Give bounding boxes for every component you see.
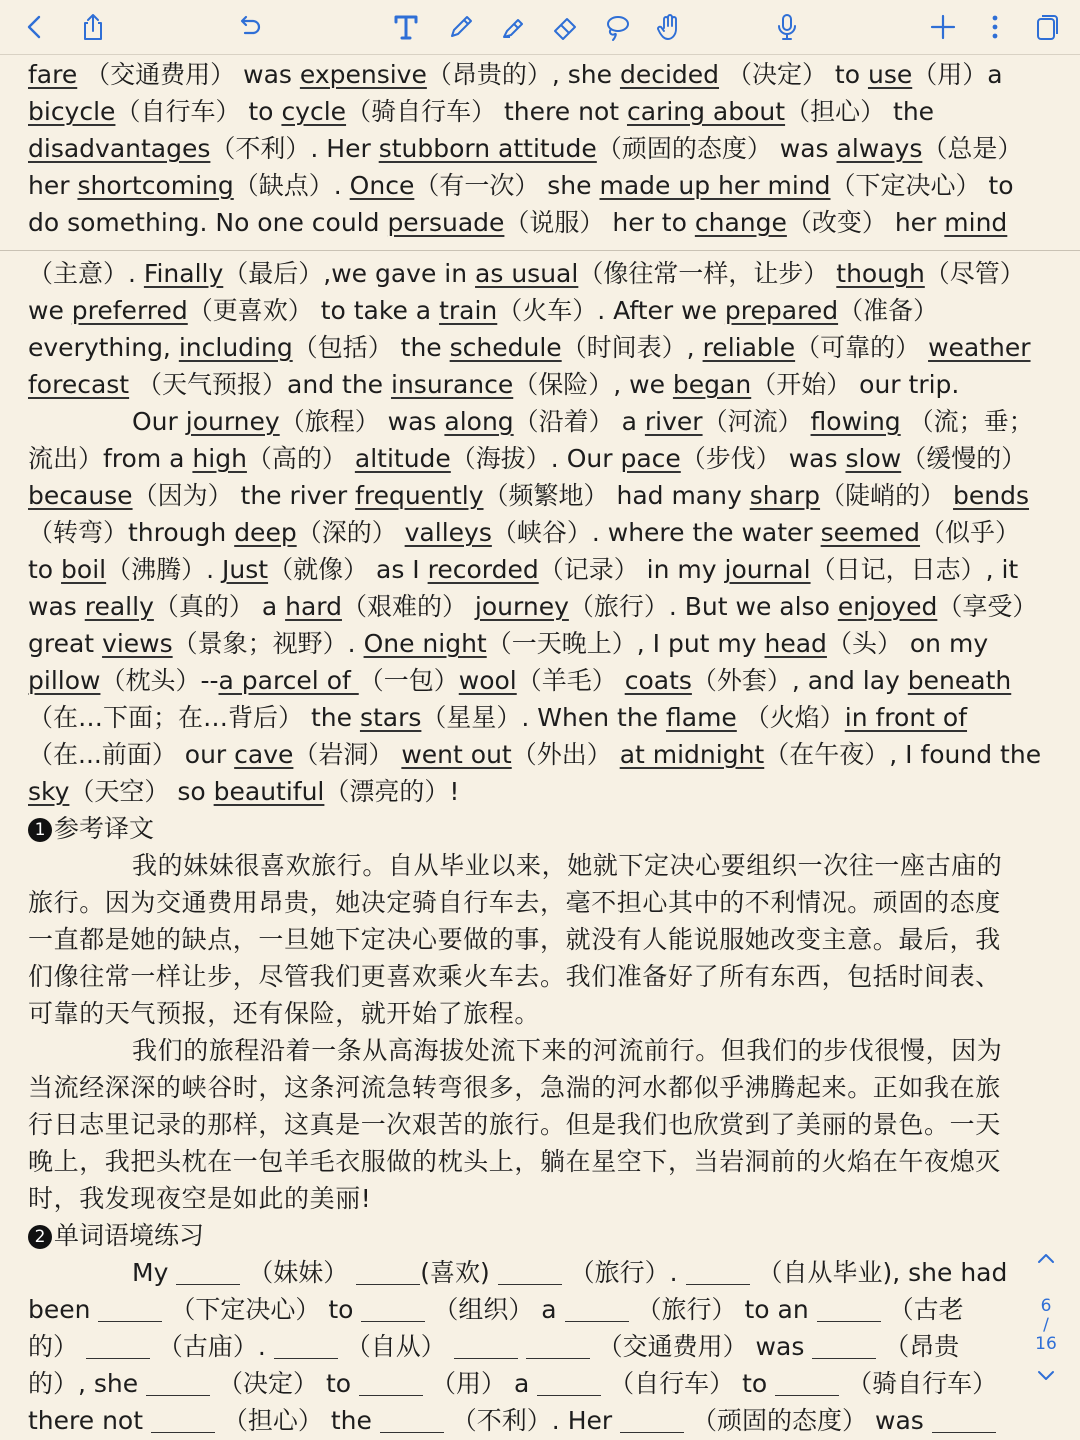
vocab-word: fare: [28, 60, 78, 89]
text-run: （枕头）--: [100, 666, 219, 695]
text-line: [28, 625, 1052, 662]
text-run: 流出）from a: [28, 444, 193, 473]
page-previous[interactable]: [0, 54, 1080, 251]
translation-text: 可靠的天气预报，还有保险，就开始了旅程。: [28, 999, 541, 1028]
vocab-word: weather: [928, 333, 1031, 362]
vocab-word: persuade: [387, 208, 505, 237]
pen-icon[interactable]: [440, 6, 482, 48]
text-run: Our: [132, 407, 186, 436]
text-line: [28, 366, 1052, 403]
text-run: （最后）,we gave in: [223, 259, 476, 288]
text-run: （沸腾）.: [106, 555, 223, 584]
translation-text: 旅行。因为交通费用昂贵，她决定骑自行车去，毫不担心其中的不利情况。顽固的态度: [28, 888, 1001, 917]
text-run: there not: [28, 1406, 151, 1435]
vocab-word: journey: [474, 592, 569, 621]
undo-icon[interactable]: [228, 6, 270, 48]
text-run: （昂贵: [876, 1332, 960, 1361]
text-run: （一包）: [358, 666, 459, 695]
text-run: （下定决心） to: [830, 171, 1014, 200]
text-line: [28, 440, 1052, 477]
highlighter-icon[interactable]: [492, 6, 534, 48]
text-run: （组织） a: [425, 1295, 565, 1324]
text-line: [28, 329, 1052, 366]
text-run: （古老: [880, 1295, 964, 1324]
translation-text: 我们的旅程沿着一条从高海拔处流下来的河流前行。但我们的步伐很慢，因为: [132, 1036, 1003, 1065]
exercise-line: [28, 1291, 1028, 1328]
toolbar: [0, 0, 1080, 55]
vocab-word: beneath: [907, 666, 1012, 695]
text-run: （景象；视野）.: [172, 629, 364, 658]
text-run: （交通费用） was: [589, 1332, 813, 1361]
exercise-line: [28, 1365, 1028, 1402]
text-run: （昂贵的）, she: [426, 60, 620, 89]
text-run: （顽固的态度） was: [684, 1406, 932, 1435]
vocab-word: deep: [234, 518, 297, 547]
text-run: everything,: [28, 333, 179, 362]
translation-text: 我的妹妹很喜欢旅行。自从毕业以来，她就下定决心要组织一次往一座古庙的: [132, 851, 1003, 880]
text-run: （有一次） she: [414, 171, 600, 200]
text-run: （天气预报）and the: [129, 370, 392, 399]
text-run: （下定决心） to: [162, 1295, 362, 1324]
text-run: (喜欢): [420, 1258, 498, 1287]
vocab-word: went out: [401, 740, 512, 769]
text-line: [28, 514, 1052, 551]
section-heading: [28, 1217, 1052, 1254]
translation-text: 当流经深深的峡谷时，这条河流急转弯很多，急湍的河水都似乎沸腾起来。正如我在旅: [28, 1073, 1001, 1102]
exercise-line: [28, 1402, 1028, 1439]
text-run: （旅行）.: [561, 1258, 686, 1287]
translation-line: [28, 921, 1052, 958]
fill-in-blank[interactable]: [812, 1334, 876, 1359]
translation-line: [28, 1069, 1052, 1106]
vocab-word: disadvantages: [28, 134, 211, 163]
text-run: （艰难的）: [341, 592, 475, 621]
vocab-word: forecast: [28, 370, 130, 399]
fill-in-blank[interactable]: [361, 1297, 425, 1322]
section-heading: [28, 810, 1052, 847]
text-run: （海拔）. Our: [450, 444, 621, 473]
translation-text: 时，我发现夜空是如此的美丽!: [28, 1184, 372, 1213]
text-run: （自行车） to: [115, 97, 282, 126]
vocab-word: prepared: [724, 296, 839, 325]
vocab-word: One night: [363, 629, 487, 658]
section-title: 参考译文: [54, 814, 155, 843]
page-indicator: [1026, 1248, 1066, 1408]
text-line: [28, 167, 1052, 204]
fill-in-blank[interactable]: [176, 1260, 240, 1285]
fill-in-blank[interactable]: [817, 1297, 881, 1322]
text-run: （改变） her: [786, 208, 945, 237]
lasso-icon[interactable]: [596, 6, 638, 48]
vocab-word: change: [694, 208, 787, 237]
text-run: to: [28, 555, 62, 584]
fill-in-blank[interactable]: [356, 1260, 420, 1285]
vocab-word: stubborn attitude: [378, 134, 597, 163]
text-line: [28, 662, 1052, 699]
text-run: （尽管）: [924, 259, 1025, 288]
fill-in-blank[interactable]: [498, 1260, 562, 1285]
text-run: （古庙）.: [149, 1332, 274, 1361]
fill-in-blank[interactable]: [274, 1334, 338, 1359]
text-run: （交通费用） was: [77, 60, 300, 89]
text-run: （用） a: [423, 1369, 538, 1398]
text-run: （准备）: [838, 296, 939, 325]
text-run: （自行车） to: [601, 1369, 776, 1398]
translation-line: [28, 847, 1052, 884]
more-icon[interactable]: [974, 6, 1016, 48]
text-run: （包括） the: [292, 333, 450, 362]
translation-line: [28, 1143, 1052, 1180]
text-run: （流；垂；: [900, 407, 1034, 436]
vocab-word: valleys: [404, 518, 492, 547]
vocab-word: a parcel of: [218, 666, 359, 695]
text-run: do something. No one could: [28, 208, 388, 237]
text-run: （记录） in my: [538, 555, 725, 584]
exercise-line: [28, 1254, 1032, 1291]
fill-in-blank[interactable]: [359, 1371, 423, 1396]
section-title: 单词语境练习: [54, 1221, 205, 1250]
vocab-word: use: [867, 60, 913, 89]
vocab-word: as usual: [475, 259, 579, 288]
fill-in-blank[interactable]: [151, 1408, 215, 1433]
page-current[interactable]: [0, 251, 1080, 1440]
text-run: （头） on my: [826, 629, 989, 658]
text-run: （日记，日志）, it: [810, 555, 1019, 584]
fill-in-blank[interactable]: [98, 1297, 162, 1322]
text-run: （时间表）,: [561, 333, 703, 362]
fill-in-blank[interactable]: [565, 1297, 629, 1322]
text-run: （主意）.: [28, 259, 144, 288]
text-run: （担心） the: [785, 97, 935, 126]
vocab-word: because: [28, 481, 133, 510]
translation-line: [28, 1106, 1052, 1143]
vocab-word: altitude: [354, 444, 451, 473]
hand-icon[interactable]: [648, 6, 690, 48]
vocab-word: sharp: [749, 481, 821, 510]
text-run: （在…下面；在…背后） the: [28, 703, 360, 732]
text-run: （像往常一样，让步）: [578, 259, 837, 288]
vocab-word: enjoyed: [837, 592, 938, 621]
translation-text: 晚上，我把头枕在一包羊毛衣服做的枕头上，躺在星空下，当岩洞前的火焰在午夜熄灭: [28, 1147, 1001, 1176]
vocab-word: cave: [234, 740, 294, 769]
text-line: [28, 204, 1052, 241]
translation-line: [28, 1032, 1052, 1069]
vocab-word: flowing: [810, 407, 901, 436]
vocab-word: preferred: [71, 296, 188, 325]
text-line: [28, 56, 1052, 93]
fill-in-blank[interactable]: [620, 1408, 684, 1433]
vocab-word: seemed: [820, 518, 921, 547]
vocab-word: boil: [61, 555, 107, 584]
fill-in-blank[interactable]: [86, 1334, 150, 1359]
text-line: [28, 477, 1052, 514]
vocab-word: coats: [624, 666, 692, 695]
vocab-word: schedule: [449, 333, 562, 362]
fill-in-blank[interactable]: [380, 1408, 444, 1433]
text-run: （旅行）. But we also: [568, 592, 838, 621]
vocab-word: including: [178, 333, 293, 362]
vocab-word: stars: [359, 703, 422, 732]
translation-line: [28, 995, 1052, 1032]
text-run: （高的）: [246, 444, 355, 473]
text-run: （不利）. Her: [443, 1406, 621, 1435]
vocab-word: wool: [458, 666, 517, 695]
text-run: （峡谷）. where the water: [491, 518, 821, 547]
translation-line: [28, 958, 1052, 995]
translation-line: [28, 884, 1052, 921]
text-run: （火车）. After we: [497, 296, 725, 325]
text-run: （总是）: [922, 134, 1023, 163]
vocab-word: Finally: [143, 259, 224, 288]
text-run: （顽固的态度） was: [596, 134, 837, 163]
text-run: （在...前面） our: [28, 740, 235, 769]
text-run: （转弯）through: [28, 518, 235, 547]
text-run: great: [28, 629, 103, 658]
text-run: （开始） our trip.: [751, 370, 960, 399]
vocab-word: at midnight: [619, 740, 765, 769]
text-run: （缓慢的）: [901, 444, 1027, 473]
text-run: （一天晚上）, I put my: [486, 629, 765, 658]
text-run: （更喜欢） to take a: [187, 296, 440, 325]
translation-text: 们像往常一样让步，尽管我们更喜欢乘火车去。我们准备好了所有东西，包括时间表、: [28, 962, 1001, 991]
text-run: （妹妹）: [240, 1258, 357, 1287]
eraser-icon[interactable]: [544, 6, 586, 48]
text-run: （陡峭的）: [820, 481, 954, 510]
pages-icon[interactable]: [1024, 6, 1066, 48]
vocab-word: recorded: [427, 555, 539, 584]
text-run: （在午夜）, I found the: [764, 740, 1042, 769]
text-run: （骑自行车） there not: [346, 97, 627, 126]
text-run: （自从）: [337, 1332, 454, 1361]
vocab-word: caring about: [626, 97, 786, 126]
vocab-word: hard: [285, 592, 342, 621]
fill-in-blank[interactable]: [686, 1260, 750, 1285]
vocab-word: really: [84, 592, 154, 621]
text-run: （旅程） was: [279, 407, 445, 436]
text-run: （决定） to: [210, 1369, 360, 1398]
vocab-word: beautiful: [213, 777, 325, 806]
vocab-word: sky: [28, 777, 70, 806]
page-separator: ∕: [1043, 1315, 1049, 1335]
vocab-word: high: [192, 444, 247, 473]
text-run: （用）a: [912, 60, 1003, 89]
translation-text: 行日志里记录的那样，这真是一次艰苦的旅行。但是我们也欣赏到了美丽的景色。一天: [28, 1110, 1001, 1139]
text-run: （保险）, we: [513, 370, 673, 399]
text-line: [28, 551, 1052, 588]
text-run: （因为） the river: [132, 481, 356, 510]
vocab-word: train: [439, 296, 498, 325]
text-run: My: [132, 1258, 177, 1287]
text-run: （真的） a: [153, 592, 286, 621]
back-icon[interactable]: [14, 6, 56, 48]
text-run: （可靠的）: [795, 333, 929, 362]
vocab-word: bends: [953, 481, 1030, 510]
text-run: （星星）. When the: [421, 703, 666, 732]
text-run: （不利）. Her: [210, 134, 379, 163]
exercise-line: [28, 1328, 1028, 1365]
text-run: （决定） to: [719, 60, 868, 89]
text-line: [28, 699, 1052, 736]
vocab-word: frequently: [355, 481, 484, 510]
text-run: （旅行） to an: [628, 1295, 817, 1324]
fill-in-blank[interactable]: [537, 1371, 601, 1396]
text-run: （漂亮的）!: [324, 777, 460, 806]
section-number-badge: 2: [28, 1225, 52, 1249]
text-run: （火焰）: [736, 703, 845, 732]
text-run: （天空） so: [69, 777, 214, 806]
add-icon[interactable]: [922, 6, 964, 48]
vocab-word: Just: [222, 555, 269, 584]
vocab-word: flame: [666, 703, 737, 732]
vocab-word: pace: [620, 444, 681, 473]
vocab-word: in front of: [844, 703, 968, 732]
vocab-word: river: [644, 407, 703, 436]
microphone-icon[interactable]: [766, 6, 808, 48]
text-run: （羊毛）: [516, 666, 625, 695]
vocab-word: mind: [944, 208, 1008, 237]
text-run: been: [28, 1295, 99, 1324]
text-run: was: [28, 592, 85, 621]
vocab-word: views: [102, 629, 173, 658]
vocab-word: cycle: [281, 97, 347, 126]
text-run: （享受）: [937, 592, 1038, 621]
vocab-word: along: [444, 407, 514, 436]
text-line: [28, 130, 1052, 167]
vocab-word: bicycle: [28, 97, 116, 126]
translation-line: [28, 1180, 1052, 1217]
vocab-word: journal: [724, 555, 811, 584]
text-run: （说服） her to: [504, 208, 695, 237]
vocab-word: insurance: [391, 370, 514, 399]
text-line: [28, 773, 1052, 810]
fill-in-blank[interactable]: [454, 1334, 518, 1359]
vocab-word: though: [836, 259, 925, 288]
vocab-word: journey: [185, 407, 280, 436]
chevron-down-icon[interactable]: [1035, 1364, 1057, 1386]
text-run: （步伐） was: [680, 444, 846, 473]
total-page-count: 16: [1035, 1334, 1057, 1354]
text-run: （似乎）: [920, 518, 1021, 547]
fill-in-blank[interactable]: [146, 1371, 210, 1396]
text-run: her: [28, 171, 78, 200]
vocab-word: slow: [845, 444, 902, 473]
text-run: （就像） as I: [268, 555, 428, 584]
text-line: [28, 588, 1052, 625]
text-run: （骑自行车）: [839, 1369, 998, 1398]
current-page-number: 6: [1040, 1296, 1052, 1316]
text-run: （沿着） a: [513, 407, 645, 436]
text-run: （外出）: [511, 740, 620, 769]
vocab-word: began: [672, 370, 752, 399]
fill-in-blank[interactable]: [932, 1408, 996, 1433]
fill-in-blank[interactable]: [775, 1371, 839, 1396]
text-run: （缺点）.: [233, 171, 350, 200]
text-run: （岩洞）: [293, 740, 402, 769]
fill-in-blank[interactable]: [526, 1334, 590, 1359]
text-run: （担心） the: [214, 1406, 380, 1435]
vocab-word: head: [764, 629, 827, 658]
share-icon[interactable]: [72, 6, 114, 48]
text-line: [28, 292, 1052, 329]
vocab-word: Once: [349, 171, 415, 200]
text-run: （频繁地） had many: [483, 481, 750, 510]
chevron-up-icon[interactable]: [1035, 1248, 1057, 1270]
text-run: （深的）: [296, 518, 405, 547]
text-run: （河流）: [702, 407, 811, 436]
text-line: [28, 255, 1052, 292]
text-run: （自从毕业), she had: [749, 1258, 1008, 1287]
text-line: [28, 736, 1052, 773]
text-line: [28, 403, 1052, 440]
text-run: 的）, she: [28, 1369, 147, 1398]
vocab-word: expensive: [299, 60, 427, 89]
vocab-word: made up her mind: [599, 171, 831, 200]
text-run: （外套）, and lay: [691, 666, 908, 695]
vocab-word: pillow: [28, 666, 101, 695]
text-run: [518, 1332, 526, 1361]
translation-text: 一直都是她的缺点，一旦她下定决心要做的事，就没有人能说服她改变主意。最后，我: [28, 925, 1001, 954]
text-tool-icon[interactable]: [385, 6, 427, 48]
text-line: [28, 93, 1052, 130]
text-run: 的）: [28, 1332, 86, 1361]
vocab-word: reliable: [702, 333, 796, 362]
vocab-word: decided: [619, 60, 720, 89]
section-number-badge: 1: [28, 818, 52, 842]
vocab-word: always: [836, 134, 923, 163]
vocab-word: shortcoming: [77, 171, 234, 200]
text-run: we: [28, 296, 72, 325]
